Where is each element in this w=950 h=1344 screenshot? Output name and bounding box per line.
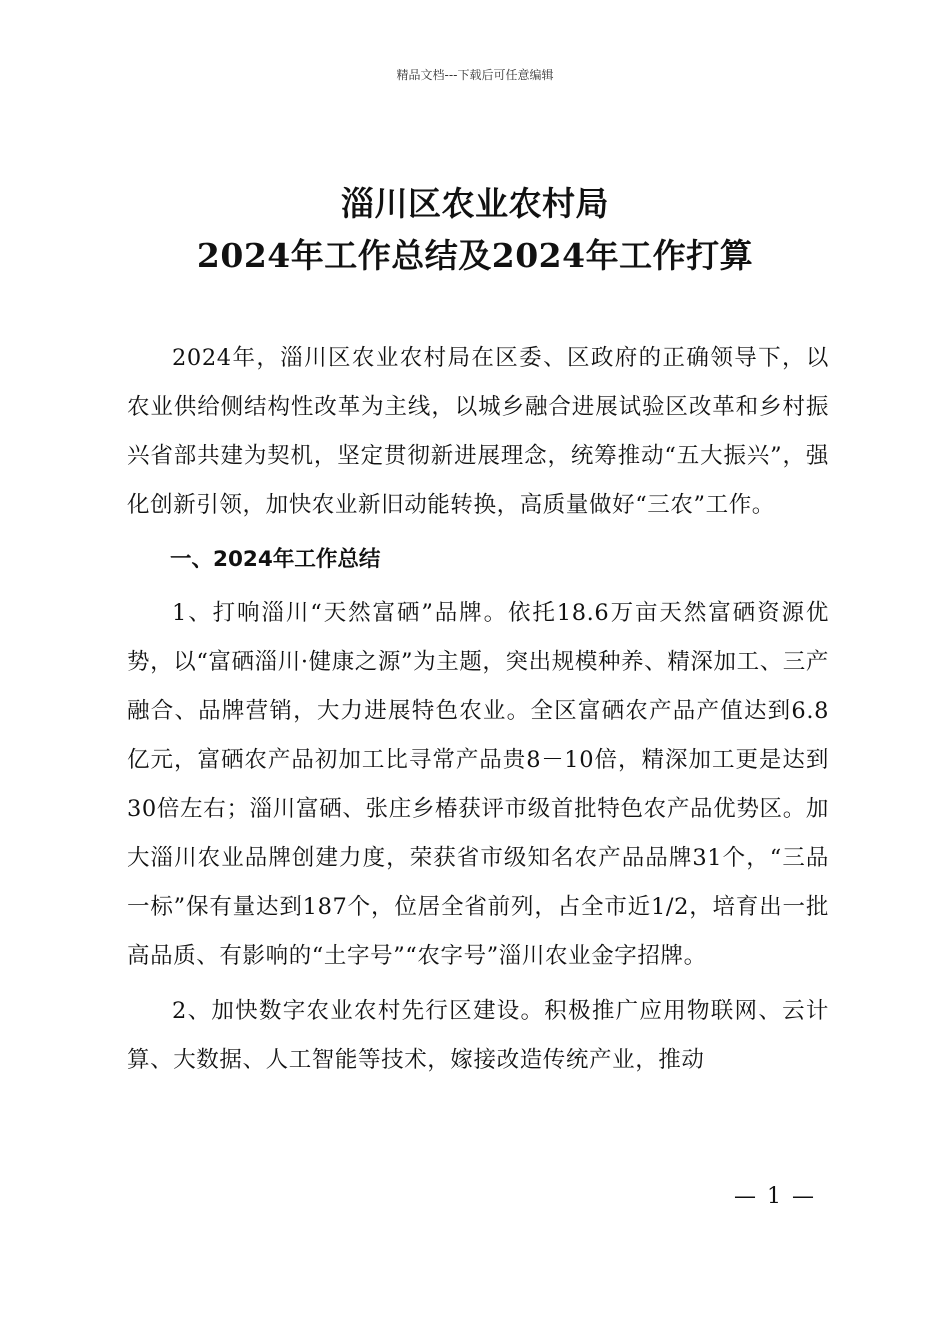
- document-title-line1: 淄川区农业农村局: [341, 184, 609, 223]
- intro-paragraph: 2024年，淄川区农业农村局在区委、区政府的正确领导下，以农业供给侧结构性改革为主线，以城乡融合进展试验区改革和乡村振兴省部共建为契机，坚定贯彻新进展理念，统筹推动“五大振兴”，强化创新引领，加快农业新旧动能转换，高质量做好“三农”工作。: [127, 345, 829, 518]
- section-heading: 一、2024年工作总结: [170, 547, 381, 572]
- document-title-line2: 2024年工作总结及2024年工作打算: [196, 236, 754, 275]
- summary-item-1: 1、打响淄川“天然富硒”品牌。依托18.6万亩天然富硒资源优势，以“富硒淄川·健康之源”为主题，突出规模种养、精深加工、三产融合、品牌营销，大力进展特色农业。全区富硒农产品产值达到6.8亿元，富硒农产品初加工比寻常产品贵8－10倍，精深加工更是达到30倍左右；淄川富硒、张庄乡椿获评市级首批特色农产品优势区。加大淄川农业品牌创建力度，荣获省市级知名农产品品牌31个，“三品一标”保有量达到187个，位居全省前列，占全市近1/2，培育出一批高品质、有影响的“土字号”“农字号”淄川农业金字招牌。: [127, 600, 829, 969]
- page-number: — 1 —: [734, 1184, 816, 1209]
- summary-item-2: 2、加快数字农业农村先行区建设。积极推广应用物联网、云计算、大数据、人工智能等技术，嫁接改造传统产业，推动: [127, 998, 829, 1073]
- page-header-watermark: 精品文档---下载后可任意编辑: [396, 68, 554, 82]
- document-body: [127, 334, 829, 1085]
